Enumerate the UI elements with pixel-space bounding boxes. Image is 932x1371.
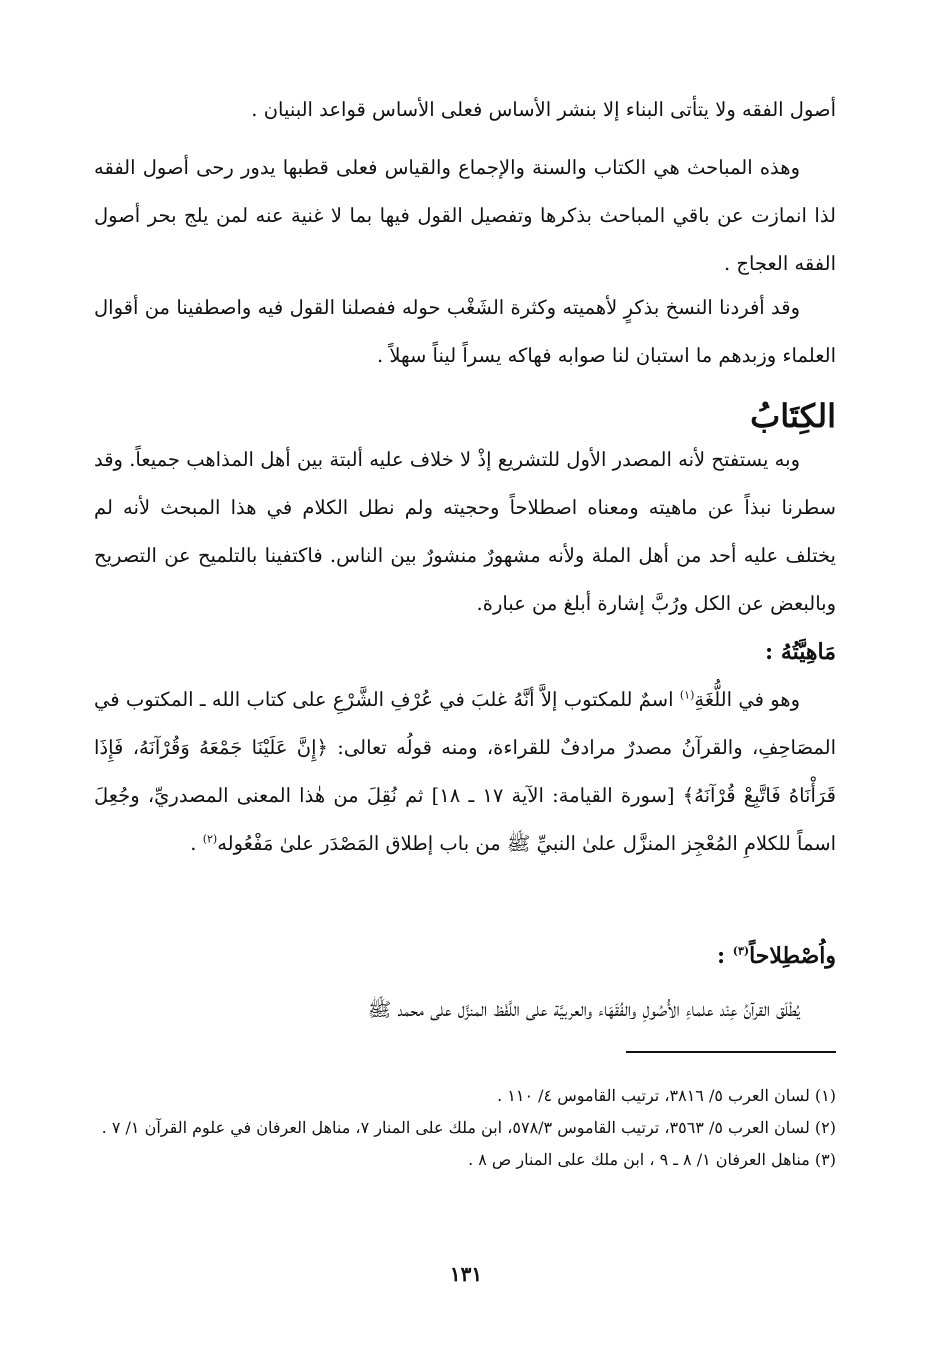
intro-line: أصول الفقه ولا يتأتى البناء إلا بنشر الأساس فعلى الأساس قواعد البنيان . — [251, 98, 836, 121]
intro-paragraph-sources: وهذه المباحث هي الكتاب والسنة والإجماع والقياس فعلى قطبها يدور رحى أصول الفقه لذا انمازت عن باقي المباحث بذكرها وتفصيل القول فيها بما لا غنية عنه لمن يلج بحر أصول الفقه العجاج . — [94, 156, 836, 275]
istilah-heading-colon: : — [716, 943, 733, 969]
footnote-ref-2: (٢) — [202, 832, 218, 846]
footnote-ref-1: (١) — [679, 688, 695, 702]
mahiyyah-text-start: وهو في اللُّغَةِ — [694, 688, 800, 711]
istilah-heading-text: واُصْطِلاحاً — [749, 943, 836, 969]
footnotes-list — [94, 1080, 836, 1176]
footnote-ref-3: (٣) — [732, 944, 750, 958]
footnote-divider — [626, 1051, 836, 1053]
istilah-paragraph: يُطْلَق القرآنُ عِنْد علماءِ الأُصُولِ والفُقَهَاء والعربيَّة على اللَّفْظ المنزَّل على محمد ﷺ — [367, 998, 800, 1021]
page-number: ١٣١ — [449, 1262, 483, 1286]
subheading-mahiyyah: مَاهِيَّتُهُ : — [765, 639, 836, 665]
footnote-1: (١) لسان العرب ٥/ ٣٨١٦، ترتيب القاموس ٤/ ١١٠ . — [497, 1086, 836, 1105]
section-heading-kitab: الكِتَابُ — [750, 397, 836, 435]
mahiyyah-text-end: . — [190, 832, 203, 855]
mahiyyah-paragraph — [94, 676, 836, 868]
footnote-3: (٣) مناهل العرفان ١/ ٨ ـ ٩ ، ابن ملك على المنار ص ٨ . — [468, 1150, 836, 1169]
kitab-paragraph: وبه يستفتح لأنه المصدر الأول للتشريع إذْ لا خلاف عليه ألبتة بين أهل المذاهب جميعاً. وقد سطرنا نبذاً عن ماهيته ومعناه اصطلاحاً وحجيته ولم نطل الكلام في هذا المبحث لأنه لم يختلف عليه أحد من أهل الملة ولأنه مشهورٌ منشورٌ بين الناس. فاكتفينا بالتلميح عن التصريح وبالبعض عن الكل ورُبَّ إشارة أبلغ من عبارة. — [94, 448, 836, 615]
mahiyyah-text-body: اسمٌ للمكتوب إلاَّ أنَّهُ غلبَ في عُرْفِ الشَّرْعِ على كتاب الله ـ المكتوب في المصَاحِفِ، والقرآنُ مصدرٌ مرادفٌ للقراءة، ومنه قولُه تعالى: ﴿إِنَّ عَلَيْنَا جَمْعَهُ وَقُرْآنَهُ، فَإِذَا قَرَأْنَاهُ فَاتَّبِعْ قُرْآنَهُ﴾ [سورة القيامة: الآية ١٧ ـ ١٨] ثم نُقِلَ من هٰذا المعنى المصدريِّ، وجُعِلَ اسماً للكلامِ المُعْجِز المنزَّل علىٰ النبيِّ ﷺ من باب إطلاق المَصْدَر علىٰ مَفْعُوله — [94, 688, 836, 855]
intro-paragraph-abrogation: وقد أفردنا النسخ بذكرٍ لأهميته وكثرة الشَغْب حوله ففصلنا القول فيه واصطفينا من أقوال العلماء وزبدهم ما استبان لنا صوابه فهاكه يسراً ليناً سهلاً . — [94, 296, 836, 367]
footnote-2: (٢) لسان العرب ٥/ ٣٥٦٣، ترتيب القاموس ٥٧٨/٣، ابن ملك على المنار ٧، مناهل العرفان في علوم القرآن ١/ ٧ . — [101, 1118, 836, 1137]
subheading-istilah — [717, 936, 836, 976]
